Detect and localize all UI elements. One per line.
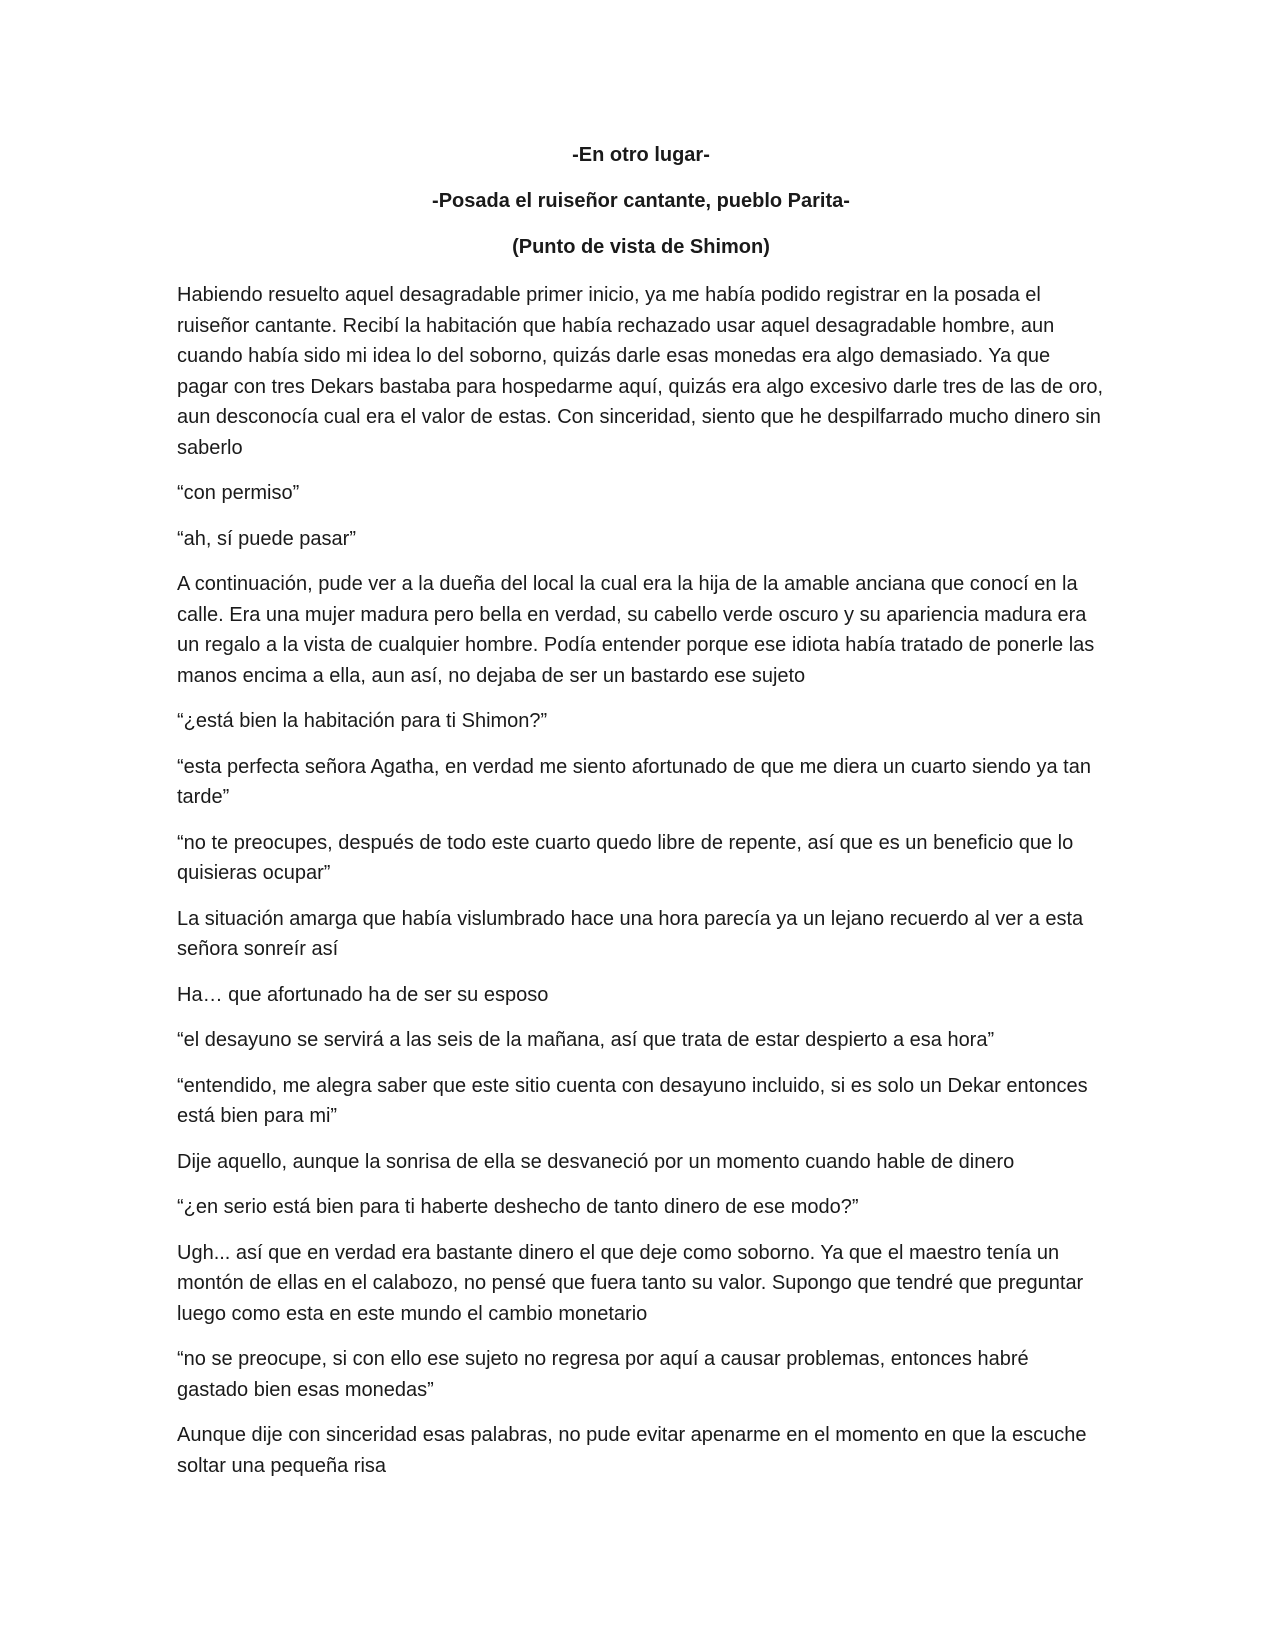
dialogue-line: “no te preocupes, después de todo este cuarto quedo libre de repente, así que es un beneficio que lo quisieras ocupar” [177, 831, 1074, 884]
pov-heading: (Punto de vista de Shimon) [512, 236, 770, 258]
paragraph: Dije aquello, aunque la sonrisa de ella se desvaneció por un momento cuando hable de dinero [177, 1150, 1015, 1173]
dialogue-line: “¿está bien la habitación para ti Shimon?” [177, 710, 548, 732]
section-heading: -En otro lugar- [572, 144, 710, 166]
document-body [177, 142, 1105, 1496]
dialogue-line: “entendido, me alegra saber que este sitio cuenta con desayuno incluido, si es solo un Dekar entonces está bien para mi” [177, 1074, 1088, 1127]
paragraph: La situación amarga que había vislumbrado hace una hora parecía ya un lejano recuerdo al ver a esta señora sonreír así [177, 907, 1084, 960]
paragraph: Ha… que afortunado ha de ser su esposo [177, 983, 549, 1006]
dialogue-line: “ah, sí puede pasar” [177, 527, 356, 550]
paragraph: Aunque dije con sinceridad esas palabras, no pude evitar apenarme en el momento en que la escuche soltar una pequeña risa [177, 1424, 1087, 1477]
dialogue-line: “el desayuno se servirá a las seis de la mañana, así que trata de estar despierto a esa hora” [177, 1029, 995, 1051]
paragraph: Ugh... así que en verdad era bastante dinero el que deje como soborno. Ya que el maestro tenía un montón de ellas en el calabozo, no pensé que fuera tanto su valor. Supongo que tendré que preguntar luego como esta en este mundo el cambio monetario [177, 1241, 1084, 1325]
location-heading: -Posada el ruiseñor cantante, pueblo Parita- [432, 190, 850, 212]
paragraph: A continuación, pude ver a la dueña del local la cual era la hija de la amable anciana que conocí en la calle. Era una mujer madura pero bella en verdad, su cabello verde oscuro y su apariencia madura era un regalo a la vista de cualquier hombre. Podía entender porque ese idiota había tratado de ponerle las manos encima a ella, aun así, no dejaba de ser un bastardo ese sujeto [177, 573, 1095, 687]
dialogue-line: “con permiso” [177, 482, 300, 504]
dialogue-line: “esta perfecta señora Agatha, en verdad me siento afortunado de que me diera un cuarto siendo ya tan tarde” [177, 755, 1091, 808]
dialogue-line: “¿en serio está bien para ti haberte deshecho de tanto dinero de ese modo?” [177, 1196, 859, 1218]
dialogue-line: “no se preocupe, si con ello ese sujeto no regresa por aquí a causar problemas, entonces habré gastado bien esas monedas” [177, 1348, 1029, 1401]
paragraph: Habiendo resuelto aquel desagradable primer inicio, ya me había podido registrar en la posada el ruiseñor cantante. Recibí la habitación que había rechazado usar aquel desagradable hombre, aun cuando había sido mi idea lo del soborno, quizás darle esas monedas era algo demasiado. Ya que pagar con tres Dekars bastaba para hospedarme aquí, quizás era algo excesivo darle tres de las de oro, aun desconocía cual era el valor de estas. Con sinceridad, siento que he despilfarrado mucho dinero sin saberlo [177, 284, 1104, 459]
